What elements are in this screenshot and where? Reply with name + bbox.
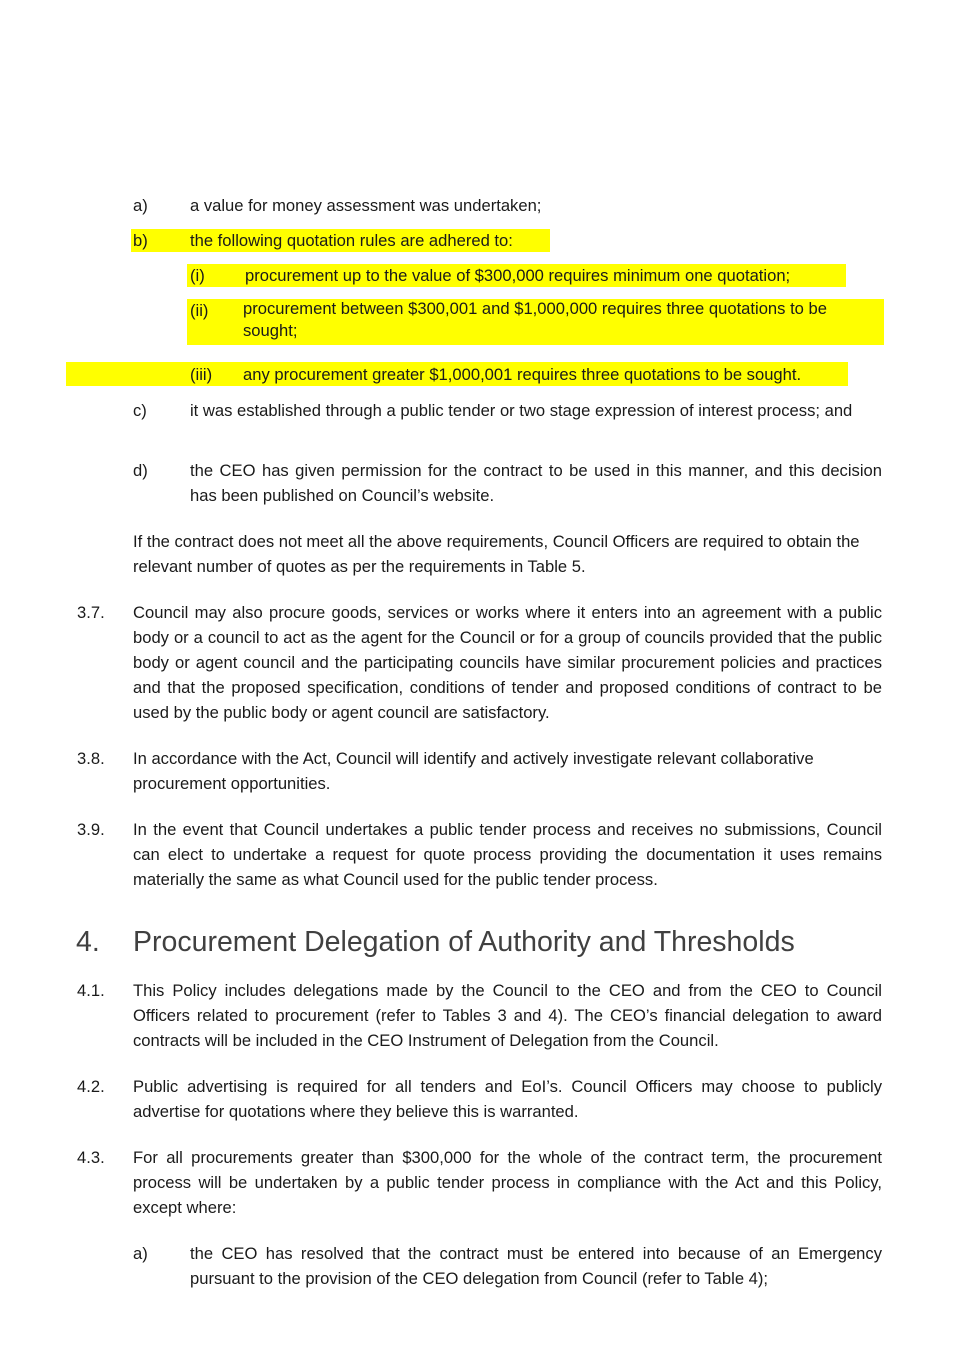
list-text-c: it was established through a public tender or two stage expression of interest process; and bbox=[190, 401, 853, 420]
list-text-a: a value for money assessment was undertaken; bbox=[190, 196, 542, 215]
clause-text: This Policy includes delegations made by the Council to the CEO and from the CEO to Council Officers related to procurement (refer to Tables 3 and 4). The CEO’s financial delegation to award contracts will be included in the CEO Instrument of Delegation from the Council. bbox=[133, 981, 882, 1050]
clause-number: 3.9. bbox=[77, 820, 105, 839]
section-number: 4. bbox=[76, 926, 100, 958]
list-label-a: a) bbox=[133, 196, 148, 215]
list-label-d: d) bbox=[133, 461, 148, 480]
list-text-a: the CEO has resolved that the contract must be entered into because of an Emergency pursuant to the provision of the CEO delegation from Council (refer to Table 4); bbox=[190, 1244, 882, 1288]
list-text-i: procurement up to the value of $300,000 requires minimum one quotation; bbox=[245, 266, 791, 285]
clause-text: Council may also procure goods, services or works where it enters into an agreement with a public body or a council to act as the agent for the Council or for a group of councils provided that the public body or agent council and the participating councils have similar procurement policies and practices and that the proposed specification, conditions of tender and proposed conditions of contract to be used by the public body or agent council are satisfactory. bbox=[133, 603, 882, 722]
clause-number: 4.1. bbox=[77, 981, 105, 1000]
list-text-iii: any procurement greater $1,000,001 requires three quotations to be sought. bbox=[243, 365, 802, 384]
clause-number: 3.8. bbox=[77, 749, 105, 768]
clause-text: For all procurements greater than $300,000 for the whole of the contract term, the procurement process will be undertaken by a public tender process in compliance with the Act and this Policy, except where: bbox=[133, 1148, 882, 1217]
list-label-a: a) bbox=[133, 1244, 148, 1263]
list-label-iii: (iii) bbox=[190, 365, 213, 384]
clause-number: 4.3. bbox=[77, 1148, 105, 1167]
clause-number: 3.7. bbox=[77, 603, 105, 622]
section-title: Procurement Delegation of Authority and Thresholds bbox=[133, 926, 795, 958]
clause-text: In the event that Council undertakes a public tender process and receives no submissions, Council can elect to undertake a request for quote process providing the documentation it uses remains materially the same as what Council used for the public tender process. bbox=[133, 820, 882, 889]
clause-text: Public advertising is required for all tenders and EoI’s. Council Officers may choose to publicly advertise for quotations where they believe this is warranted. bbox=[133, 1077, 882, 1121]
list-label-ii: (ii) bbox=[190, 301, 209, 320]
clause-number: 4.2. bbox=[77, 1077, 105, 1096]
list-text-d: the CEO has given permission for the contract to be used in this manner, and this decision has been published on Council’s website. bbox=[190, 461, 882, 505]
list-label-b: b) bbox=[133, 231, 148, 250]
note-paragraph: If the contract does not meet all the above requirements, Council Officers are required to obtain the relevant number of quotes as per the requirements in Table 5. bbox=[133, 532, 860, 576]
list-text-ii: procurement between $300,001 and $1,000,000 requires three quotations to be sought; bbox=[243, 299, 827, 340]
list-label-i: (i) bbox=[190, 266, 205, 285]
list-label-c: c) bbox=[133, 401, 147, 420]
clause-text: In accordance with the Act, Council will identify and actively investigate relevant collaborative procurement opportunities. bbox=[133, 749, 814, 793]
list-text-b: the following quotation rules are adhered to: bbox=[190, 231, 513, 250]
